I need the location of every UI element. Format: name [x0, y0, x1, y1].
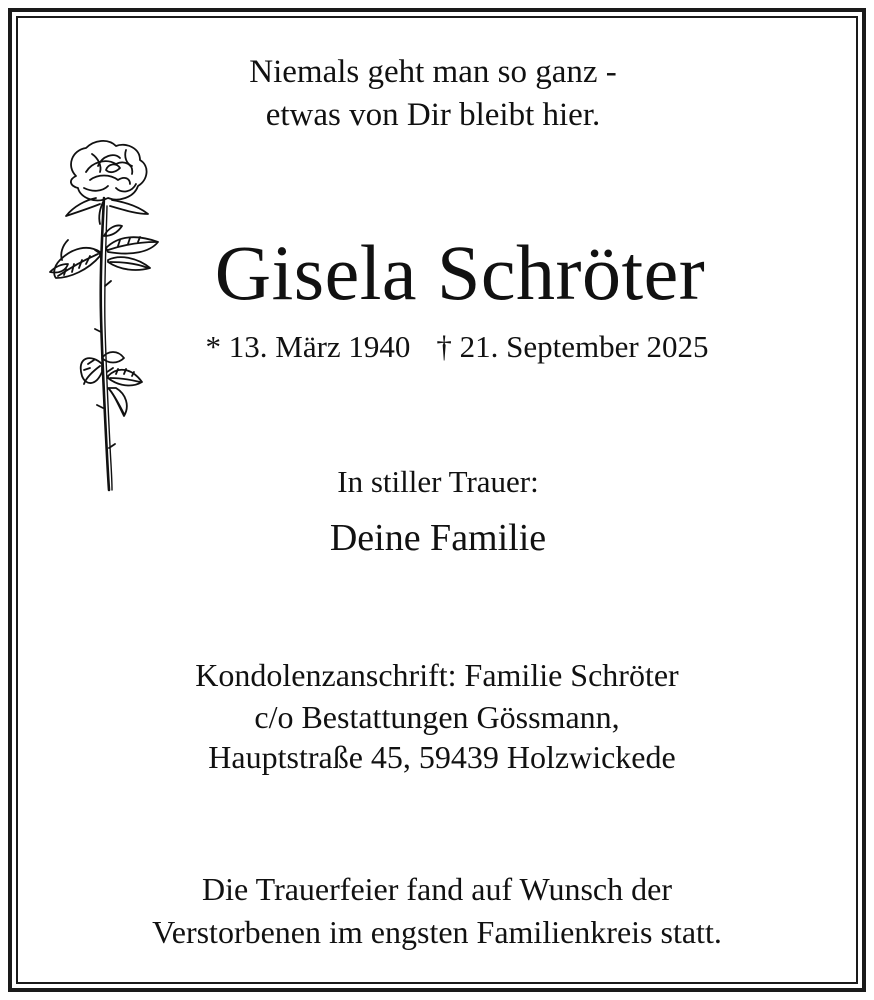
death-date: † 21. September 2025: [436, 329, 709, 364]
address-line-1: Kondolenzanschrift: Familie Schröter: [195, 657, 679, 693]
motto-line-2: etwas von Dir bleibt hier.: [265, 97, 601, 133]
grief-label: In stiller Trauer:: [337, 464, 539, 499]
family-signature: Deine Familie: [329, 517, 547, 559]
address-line-3: Hauptstraße 45, 59439 Holzwickede: [208, 739, 676, 775]
address-line-2: c/o Bestattungen Gössmann,: [254, 699, 620, 735]
deceased-name: Gisela Schröter: [214, 229, 706, 316]
birth-date: * 13. März 1940: [205, 329, 411, 364]
motto-line-1: Niemals geht man so ganz -: [249, 54, 617, 90]
closing-line-1: Die Trauerfeier fand auf Wunsch der: [202, 871, 672, 907]
closing-line-2: Verstorbenen im engsten Familienkreis statt.: [152, 914, 722, 950]
life-dates: [20, 327, 874, 367]
